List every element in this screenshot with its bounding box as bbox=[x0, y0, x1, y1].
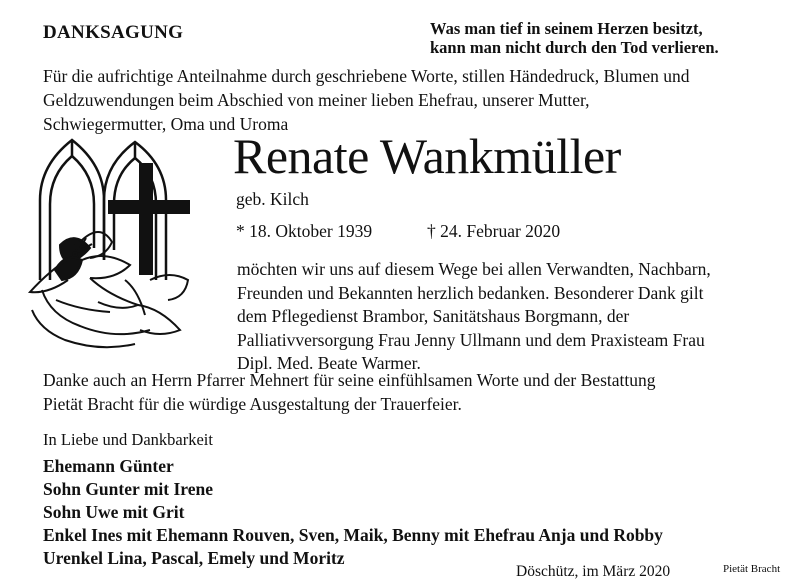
thanks-line: Dipl. Med. Beate Warmer. bbox=[237, 353, 421, 373]
closing-phrase: In Liebe und Dankbarkeit bbox=[43, 430, 213, 449]
heading: DANKSAGUNG bbox=[43, 22, 184, 43]
quote bbox=[430, 19, 719, 57]
undertaker-credit: Pietät Bracht bbox=[723, 563, 781, 575]
additional-thanks-line: Pietät Bracht für die würdige Ausgestaltung der Trauerfeier. bbox=[43, 393, 462, 414]
family-member: Ehemann Günter bbox=[43, 456, 174, 476]
family-member: Sohn Gunter mit Irene bbox=[43, 479, 213, 499]
quote-line: Was man tief in seinem Herzen besitzt, bbox=[430, 19, 703, 38]
family-member: Enkel Ines mit Ehemann Rouven, Sven, Maik, Benny mit Ehefrau Anja und Robby bbox=[43, 525, 663, 545]
thanks-line: Freunden und Bekannten herzlich bedanken. Besonderer Dank gilt bbox=[237, 282, 704, 303]
cross-icon bbox=[108, 163, 190, 275]
family-list bbox=[43, 455, 663, 570]
thanks-line: dem Pflegedienst Brambor, Sanitätshaus Borgmann, der bbox=[237, 306, 630, 326]
family-member: Sohn Uwe mit Grit bbox=[43, 502, 185, 522]
thanks-line: möchten wir uns auf diesem Wege bei allen Verwandten, Nachbarn, bbox=[237, 259, 711, 279]
intro-text bbox=[43, 64, 690, 136]
deceased-name: Renate Wankmüller bbox=[233, 128, 621, 184]
intro-line: Für die aufrichtige Anteilnahme durch geschriebene Worte, stillen Händedruck, Blumen und bbox=[43, 66, 690, 86]
additional-thanks-line: Danke auch an Herrn Pfarrer Mehnert für seine einfühlsamen Worte und der Bestattung bbox=[43, 370, 656, 390]
family-member: Urenkel Lina, Pascal, Emely und Moritz bbox=[43, 548, 345, 568]
thanks-text bbox=[237, 258, 711, 376]
death-date: † 24. Februar 2020 bbox=[427, 221, 561, 241]
quote-line: kann man nicht durch den Tod verlieren. bbox=[430, 38, 719, 57]
memorial-artwork bbox=[20, 130, 230, 360]
maiden-name: geb. Kilch bbox=[236, 189, 309, 209]
thanks-line: Palliativversorgung Frau Jenny Ullmann und dem Praxisteam Frau bbox=[237, 329, 705, 350]
place-date: Döschütz, im März 2020 bbox=[516, 563, 671, 580]
intro-line: Geldzuwendungen beim Abschied von meiner lieben Ehefrau, unserer Mutter, bbox=[43, 90, 590, 110]
additional-thanks-text bbox=[43, 369, 656, 416]
birth-date: * 18. Oktober 1939 bbox=[236, 221, 373, 241]
lily-flower-icon bbox=[30, 232, 188, 347]
intro-line: Schwiegermutter, Oma und Uroma bbox=[43, 114, 289, 134]
